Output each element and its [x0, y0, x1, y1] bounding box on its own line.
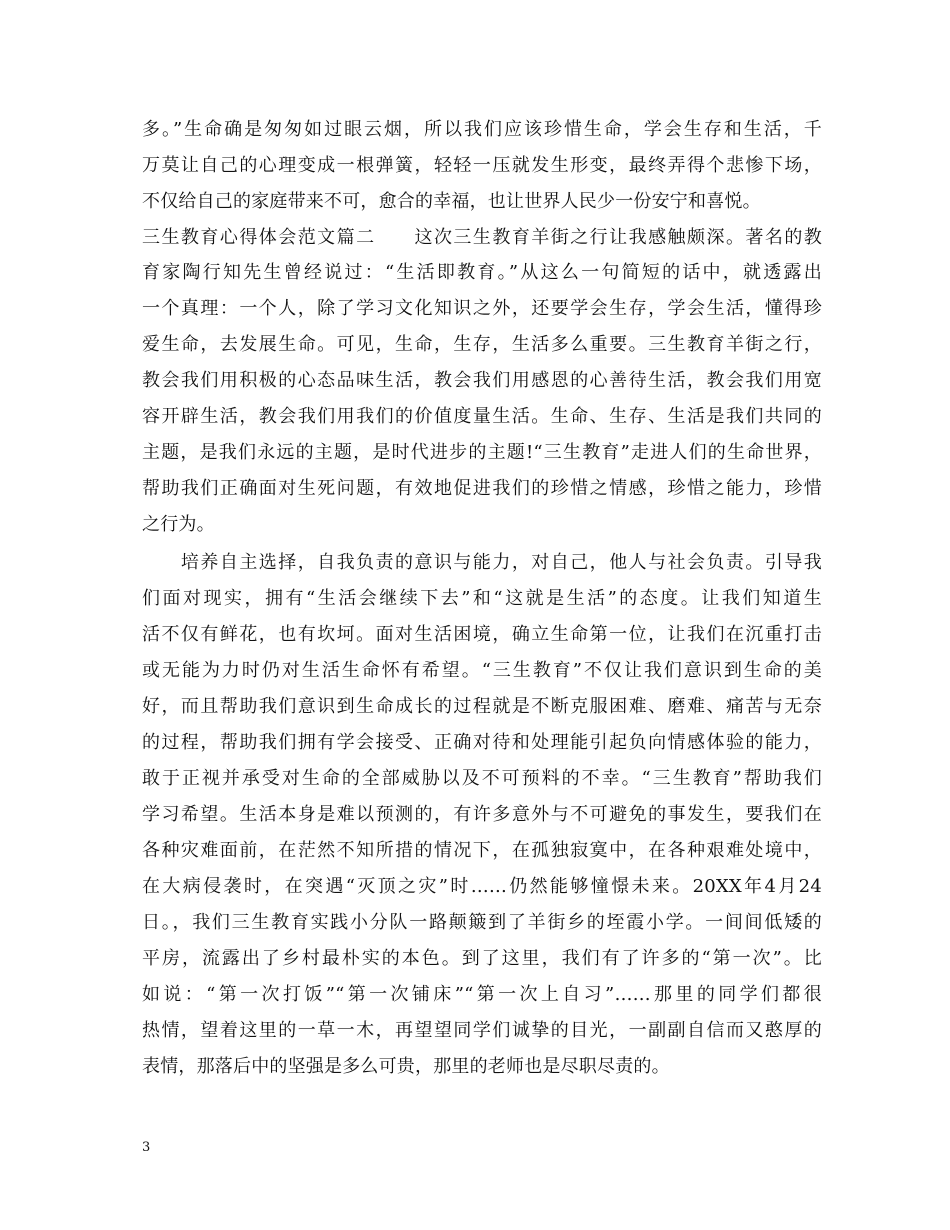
text-line: 万莫让自己的心理变成一根弹簧，轻轻一压就发生形变，最终弄得个悲惨下场， [142, 155, 822, 176]
text-line: 学习希望。生活本身是难以预测的，有许多意外与不可避免的事发生，要我们在 [142, 804, 822, 825]
text-line: 敢于正视并承受对生命的全部威胁以及不可预料的不幸。“三生教育”帮助我们 [142, 768, 822, 789]
text-line: 平房，流露出了乡村最朴实的本色。到了这里，我们有了许多的“第一次”。比 [142, 948, 822, 969]
page-number: 3 [142, 1140, 151, 1155]
paragraph-start-line: 培养自主选择，自我负责的意识与能力，对自己，他人与社会负责。引导我 [142, 552, 822, 573]
text-line: 热情，望着这里的一草一木，再望望同学们诚挚的目光，一副副自信而又憨厚的 [142, 1020, 822, 1041]
text-line: 不仅给自己的家庭带来不可，愈合的幸福，也让世界人民少一份安宁和喜悦。 [142, 191, 761, 212]
text-line: 各种灾难面前，在茫然不知所措的情况下，在孤独寂寞中，在各种艰难处境中， [142, 840, 822, 861]
text-line: 的过程，帮助我们拥有学会接受、正确对待和处理能引起负向情感体验的能力， [142, 732, 822, 753]
text-line: 容开辟生活，教会我们用我们的价值度量生活。生命、生存、生活是我们共同的 [142, 406, 822, 427]
text-line: 主题，是我们永远的主题，是时代进步的主题!“三生教育”走进人们的生命世界， [142, 442, 822, 463]
text-line: 好，而且帮助我们意识到生命成长的过程就是不断克服困难、磨难、痛苦与无奈 [142, 696, 822, 717]
text-line: 在大病侵袭时，在突遇“灭顶之灾”时……仍然能够憧憬未来。20XX年4月24 [142, 876, 822, 897]
text-line: 活不仅有鲜花，也有坎坷。面对生活困境，确立生命第一位，让我们在沉重打击 [142, 624, 822, 645]
text-line: 日。，我们三生教育实践小分队一路颠簸到了羊街乡的垤霞小学。一间间低矮的 [142, 912, 822, 933]
text-line: 如说：“第一次打饭”“第一次铺床”“第一次上自习”……那里的同学们都很 [142, 984, 822, 1005]
text-line: 们面对现实，拥有“生活会继续下去”和“这就是生活”的态度。让我们知道生 [142, 588, 822, 609]
text-line: 育家陶行知先生曾经说过：“生活即教育。”从这么一句简短的话中，就透露出 [142, 262, 822, 283]
text-line: 多。”生命确是匆匆如过眼云烟，所以我们应该珍惜生命，学会生存和生活，千 [142, 119, 822, 140]
text-line: 帮助我们正确面对生死问题，有效地促进我们的珍惜之情感，珍惜之能力，珍惜 [142, 478, 822, 499]
text-line: 或无能为力时仍对生活生命怀有希望。“三生教育”不仅让我们意识到生命的美 [142, 660, 822, 681]
section-heading-line: 三生教育心得体会范文篇二 这次三生教育羊街之行让我感触颇深。著名的教 [142, 227, 822, 248]
text-line: 之行为。 [142, 514, 215, 535]
text-line: 一个真理：一个人，除了学习文化知识之外，还要学会生存，学会生活，懂得珍 [142, 298, 822, 319]
text-line: 爱生命，去发展生命。可见，生命，生存，生活多么重要。三生教育羊街之行， [142, 334, 822, 355]
text-line: 教会我们用积极的心态品味生活，教会我们用感恩的心善待生活，教会我们用宽 [142, 370, 822, 391]
text-line: 表情，那落后中的坚强是多么可贵，那里的老师也是尽职尽责的。 [142, 1056, 670, 1077]
